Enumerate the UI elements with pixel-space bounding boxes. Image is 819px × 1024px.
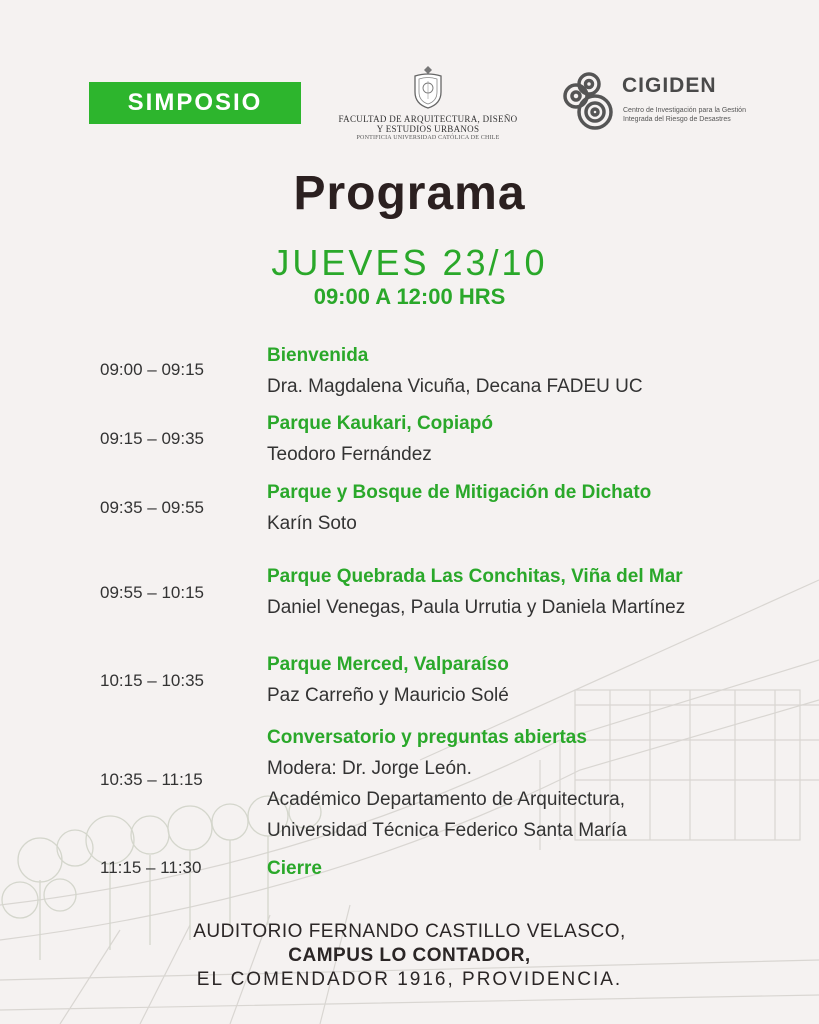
fadeu-logo xyxy=(338,64,518,141)
university-crest-icon xyxy=(410,64,446,110)
schedule-moderator: Modera: Dr. Jorge León. xyxy=(267,758,472,779)
schedule-institution: Universidad Técnica Federico Santa María xyxy=(267,820,627,841)
schedule-title: Parque y Bosque de Mitigación de Dichato xyxy=(267,482,652,503)
schedule-title: Parque Merced, Valparaíso xyxy=(267,654,509,675)
schedule-title: Parque Quebrada Las Conchitas, Viña del Mar xyxy=(267,566,683,587)
schedule-affiliation: Académico Departamento de Arquitectura, xyxy=(267,789,626,810)
cigiden-rings-logo xyxy=(560,68,620,134)
schedule-time: 09:35 – 09:55 xyxy=(100,498,204,517)
schedule-time: 09:15 – 09:35 xyxy=(100,429,204,448)
schedule-time: 09:55 – 10:15 xyxy=(100,583,204,602)
schedule-speaker: Dra. Magdalena Vicuña, Decana FADEU UC xyxy=(267,376,643,397)
schedule-title: Bienvenida xyxy=(267,345,369,366)
venue-campus: CAMPUS LO CONTADOR, xyxy=(288,945,531,966)
schedule-speaker: Paz Carreño y Mauricio Solé xyxy=(267,685,509,706)
cigiden-logo xyxy=(560,68,760,138)
schedule-time: 10:35 – 11:15 xyxy=(100,770,203,789)
schedule-speaker: Karín Soto xyxy=(267,513,357,534)
event-hours: 09:00 A 12:00 HRS xyxy=(313,284,506,309)
event-day: JUEVES 23/10 xyxy=(271,242,548,283)
schedule-time: 11:15 – 11:30 xyxy=(100,858,202,877)
venue-footer xyxy=(0,920,819,992)
schedule-speaker: Daniel Venegas, Paula Urrutia y Daniela Martínez xyxy=(267,597,686,618)
schedule-title: Parque Kaukari, Copiapó xyxy=(267,413,493,434)
schedule-time: 09:00 – 09:15 xyxy=(100,360,204,379)
center-name: CIGIDEN xyxy=(622,74,717,97)
schedule-time: 10:15 – 10:35 xyxy=(100,671,204,690)
venue-address: EL COMENDADOR 1916, PROVIDENCIA. xyxy=(196,969,623,990)
simposio-badge: SIMPOSIO xyxy=(89,82,301,124)
center-description: Centro de Investigación para la Gestión Integrada del Riesgo de Desastres xyxy=(623,107,746,123)
faculty-name: FACULTAD DE ARQUITECTURA, DISEÑO Y ESTUDIOS URBANOS xyxy=(338,114,518,134)
schedule-speaker: Teodoro Fernández xyxy=(267,444,432,465)
page-title: Programa xyxy=(293,167,526,220)
schedule-title: Conversatorio y preguntas abiertas xyxy=(267,727,587,748)
venue-name: AUDITORIO FERNANDO CASTILLO VELASCO, xyxy=(193,921,626,942)
university-name: PONTIFICIA UNIVERSIDAD CATÓLICA DE CHILE xyxy=(356,135,500,141)
schedule-title: Cierre xyxy=(267,858,322,879)
